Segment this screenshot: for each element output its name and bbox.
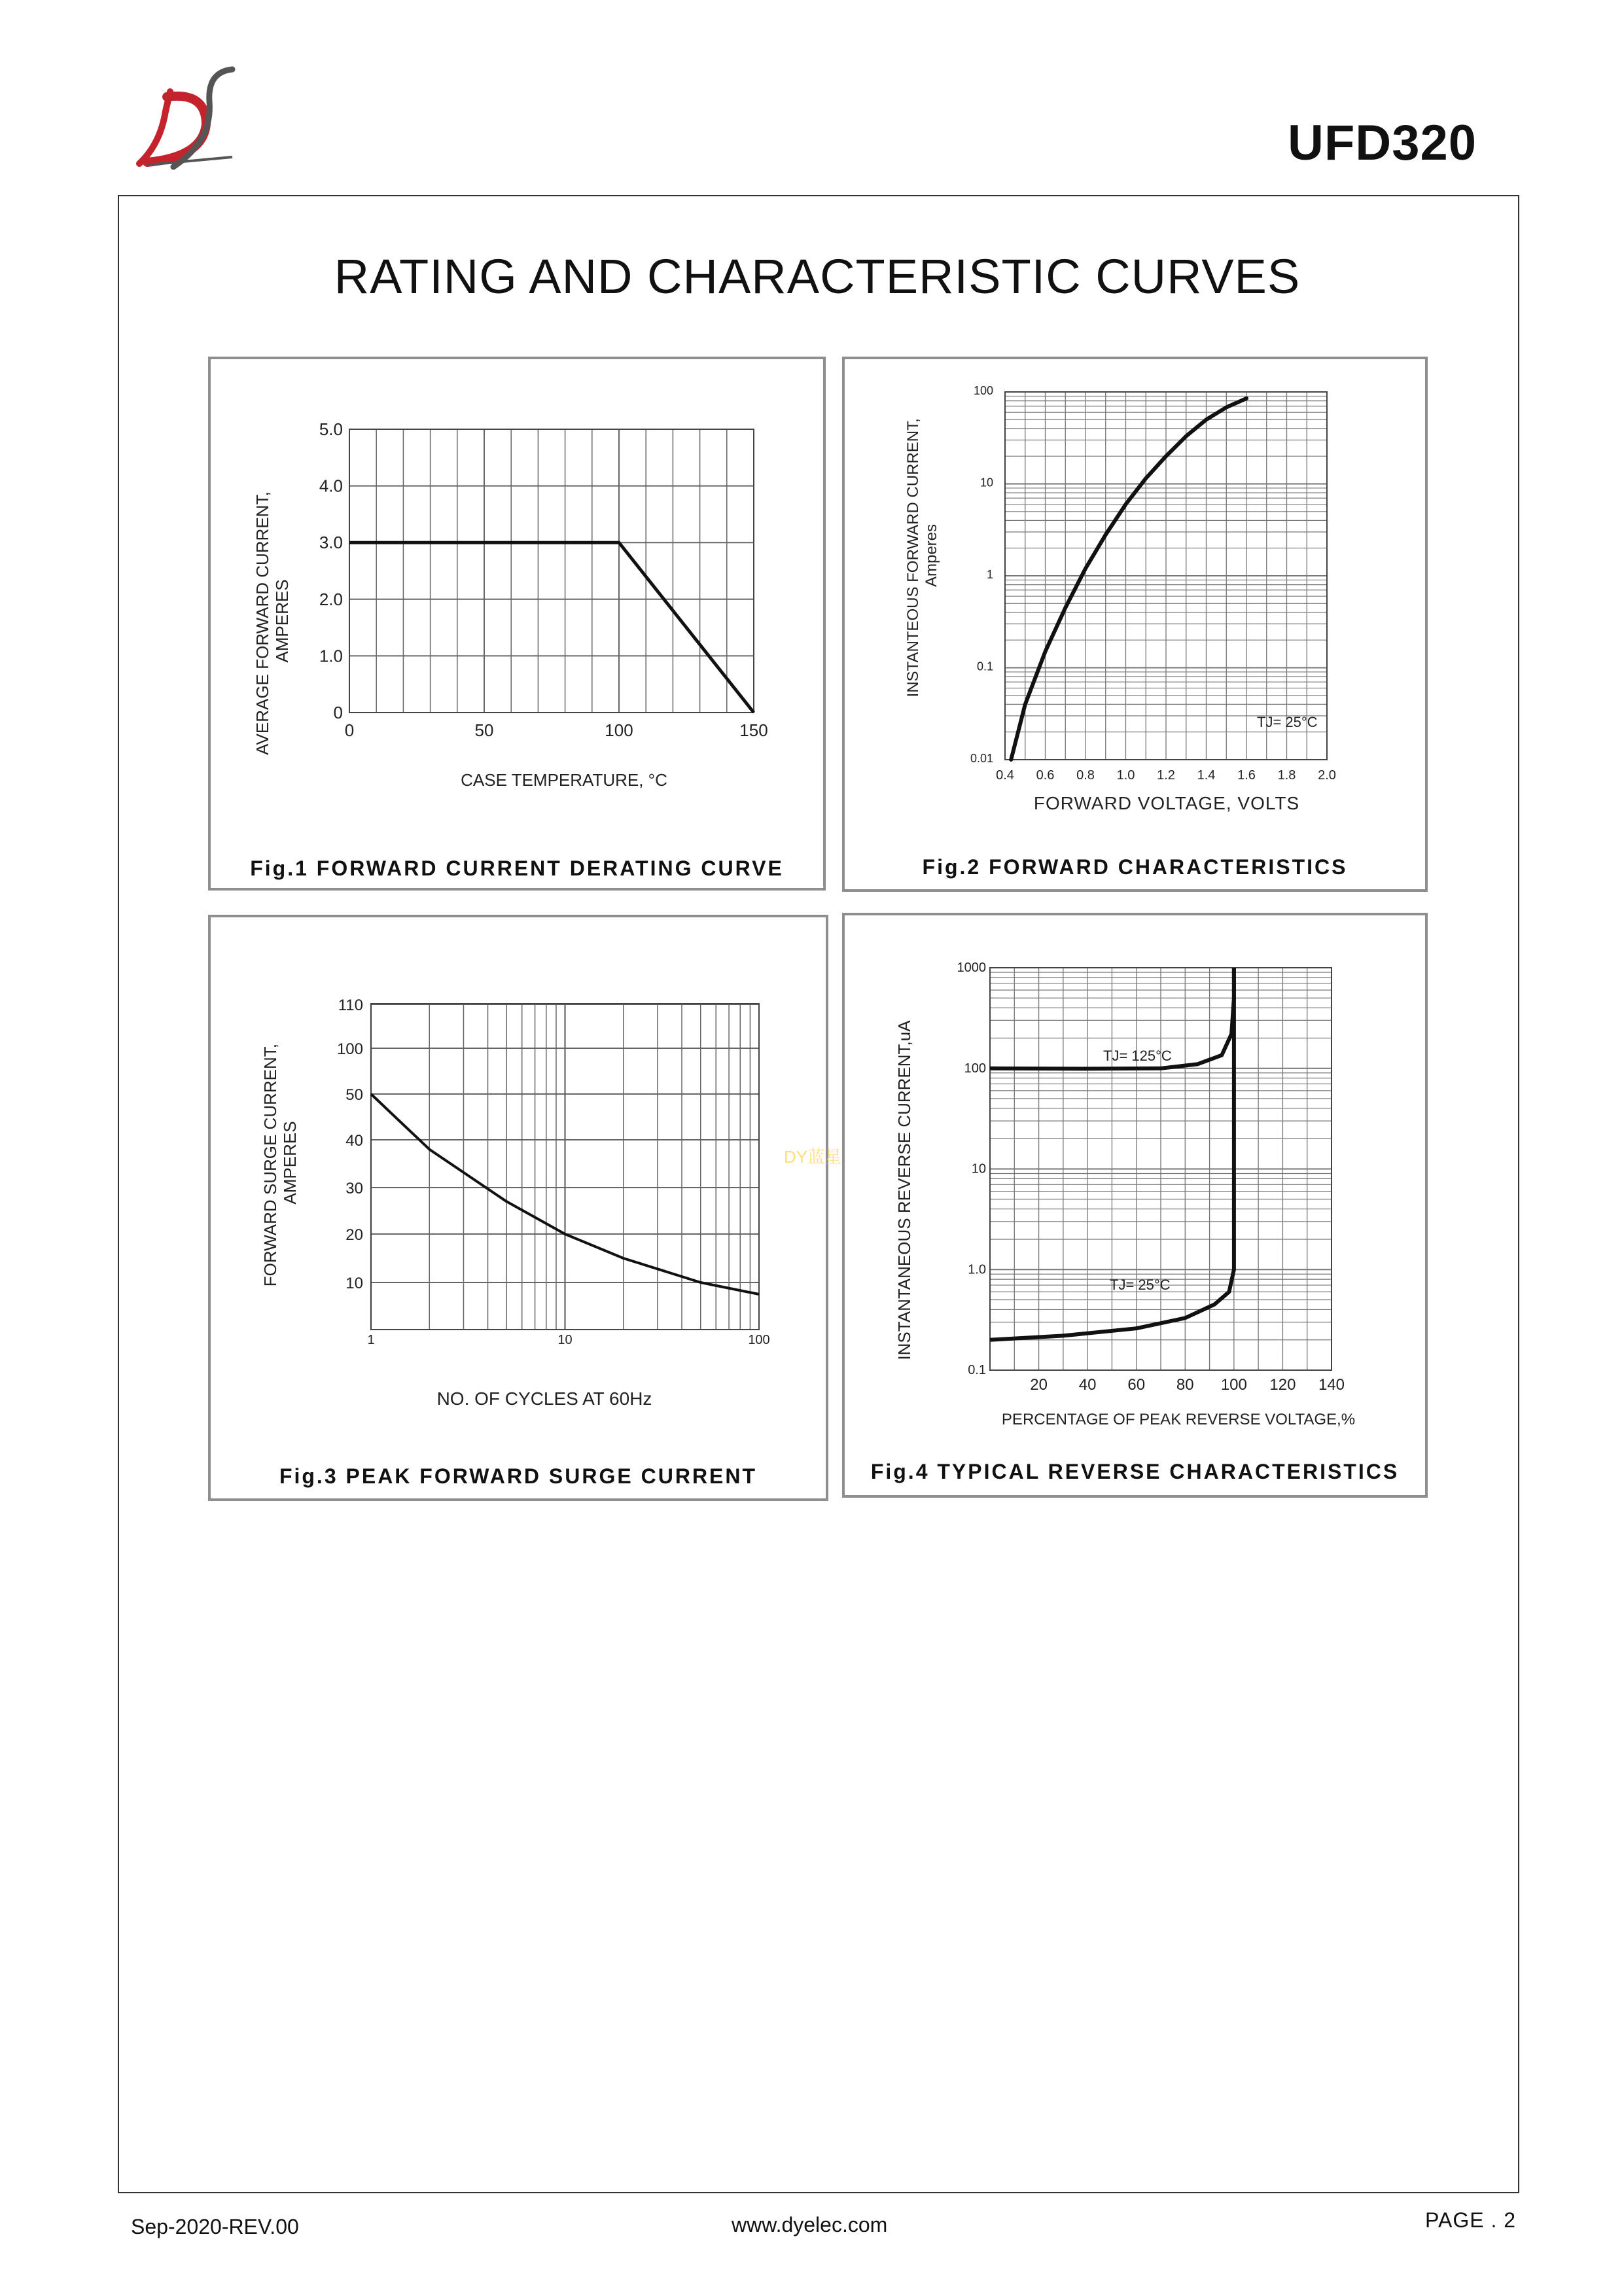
fig3-y-tick-label: 50 <box>345 1086 363 1104</box>
fig4-y-tick-label: 100 <box>964 1061 986 1076</box>
fig4-y-tick-label: 1.0 <box>968 1262 986 1277</box>
figure-2-panel <box>842 357 1428 892</box>
fig4-caption: Fig.4 TYPICAL REVERSE CHARACTERISTICS <box>870 1460 1400 1483</box>
footer-website[interactable]: www.dyelec.com <box>732 2213 888 2236</box>
fig2-y-tick-label: 0.01 <box>970 752 993 765</box>
fig1-x-tick-label: 150 <box>739 720 768 740</box>
fig3-y-tick-label: 30 <box>345 1180 363 1197</box>
fig4-y-tick-label: 0.1 <box>968 1363 986 1377</box>
fig2-x-tick-label: 1.2 <box>1157 768 1175 783</box>
fig1-x-tick-label: 50 <box>474 720 494 740</box>
fig3-y-tick-label: 40 <box>345 1132 363 1150</box>
fig3-x-axis-label: NO. OF CYCLES AT 60Hz <box>436 1388 652 1409</box>
fig1-caption: Fig.1 FORWARD CURRENT DERATING CURVE <box>250 857 784 880</box>
fig1-chart <box>211 359 823 888</box>
figure-3-panel <box>208 915 828 1501</box>
fig1-y-axis-label: AVERAGE FORWARD CURRENT, AMPERES <box>253 491 292 755</box>
fig1-y-tick-label: 0 <box>333 703 343 722</box>
fig2-x-tick-label: 0.6 <box>1036 768 1055 783</box>
fig4-y-tick-label: 10 <box>971 1161 986 1176</box>
fig2-x-axis-label: FORWARD VOLTAGE, VOLTS <box>1033 793 1300 813</box>
fig2-forward-curve <box>1011 398 1246 760</box>
fig2-y-tick-label: 10 <box>980 476 993 489</box>
footer-revision: Sep-2020-REV.00 <box>131 2215 299 2238</box>
fig2-x-tick-label: 1.8 <box>1277 768 1296 783</box>
fig2-tj-annotation: TJ= 25°C <box>1257 714 1318 730</box>
fig4-x-tick-label: 80 <box>1176 1376 1194 1394</box>
figure-1-panel <box>208 357 826 891</box>
fig1-derating-line <box>349 542 754 713</box>
fig4-x-tick-label: 140 <box>1318 1376 1345 1394</box>
fig2-x-tick-label: 1.4 <box>1197 768 1216 783</box>
fig2-x-tick-label: 0.8 <box>1076 768 1095 783</box>
fig3-y-tick-label: 110 <box>338 997 363 1014</box>
fig3-y-tick-label: 100 <box>336 1040 363 1058</box>
fig2-x-tick-label: 2.0 <box>1318 768 1336 783</box>
fig4-x-tick-label: 60 <box>1127 1376 1146 1394</box>
fig3-y-axis-label: FORWARD SURGE CURRENT, AMPERES <box>260 1043 300 1287</box>
fig3-x-tick-label: 1 <box>367 1333 375 1347</box>
fig4-x-tick-label: 100 <box>1220 1376 1247 1394</box>
fig1-x-axis-label: CASE TEMPERATURE, °C <box>461 770 667 790</box>
fig4-x-axis-label: PERCENTAGE OF PEAK REVERSE VOLTAGE,% <box>1001 1411 1356 1428</box>
figure-4-panel <box>842 913 1428 1498</box>
watermark-text: DY蓝星 <box>784 1147 842 1167</box>
fig1-y-tick-label: 2.0 <box>319 589 343 609</box>
fig3-y-tick-label: 10 <box>345 1275 363 1292</box>
fig1-y-tick-label: 4.0 <box>319 476 343 496</box>
fig1-x-tick-label: 100 <box>605 720 633 740</box>
fig4-y-axis-label: INSTANTANEOUS REVERSE CURRENT,uA <box>894 1020 914 1360</box>
fig4-x-tick-label: 20 <box>1030 1376 1048 1394</box>
dy-logo <box>134 65 239 173</box>
fig4-chart <box>845 915 1425 1495</box>
fig2-y-tick-label: 0.1 <box>976 660 993 673</box>
fig2-chart <box>845 359 1425 889</box>
fig1-y-tick-label: 1.0 <box>319 646 343 666</box>
fig3-caption: Fig.3 PEAK FORWARD SURGE CURRENT <box>279 1464 758 1488</box>
fig3-y-tick-label: 20 <box>345 1226 363 1244</box>
fig3-chart <box>211 917 826 1498</box>
fig2-caption: Fig.2 FORWARD CHARACTERISTICS <box>922 855 1348 879</box>
fig2-x-tick-label: 1.0 <box>1116 768 1135 783</box>
fig3-x-tick-label: 100 <box>748 1333 770 1347</box>
fig2-y-tick-label: 1 <box>986 568 993 581</box>
fig2-y-axis-label: INSTANTEOUS FORWARD CURRENT, Amperes <box>904 418 940 698</box>
page-title: RATING AND CHARACTERISTIC CURVES <box>334 249 1301 304</box>
fig4-x-tick-label: 120 <box>1269 1376 1296 1394</box>
fig4-tj25-annotation: TJ= 25°C <box>1110 1277 1171 1293</box>
fig1-y-tick-label: 3.0 <box>319 533 343 553</box>
fig4-y-tick-label: 1000 <box>957 961 986 975</box>
fig3-x-tick-label: 10 <box>557 1333 573 1347</box>
fig4-x-tick-label: 40 <box>1078 1376 1097 1394</box>
fig1-y-tick-label: 5.0 <box>319 419 343 439</box>
fig2-x-tick-label: 0.4 <box>996 768 1014 783</box>
part-number: UFD320 <box>1288 115 1477 171</box>
fig1-x-tick-label: 0 <box>344 720 355 740</box>
fig2-y-tick-label: 100 <box>973 384 993 397</box>
fig1-plot-area <box>349 429 754 713</box>
footer-page-number: PAGE . 2 <box>1425 2208 1517 2232</box>
fig2-x-tick-label: 1.6 <box>1237 768 1256 783</box>
fig4-tj125-annotation: TJ= 125°C <box>1103 1048 1172 1064</box>
